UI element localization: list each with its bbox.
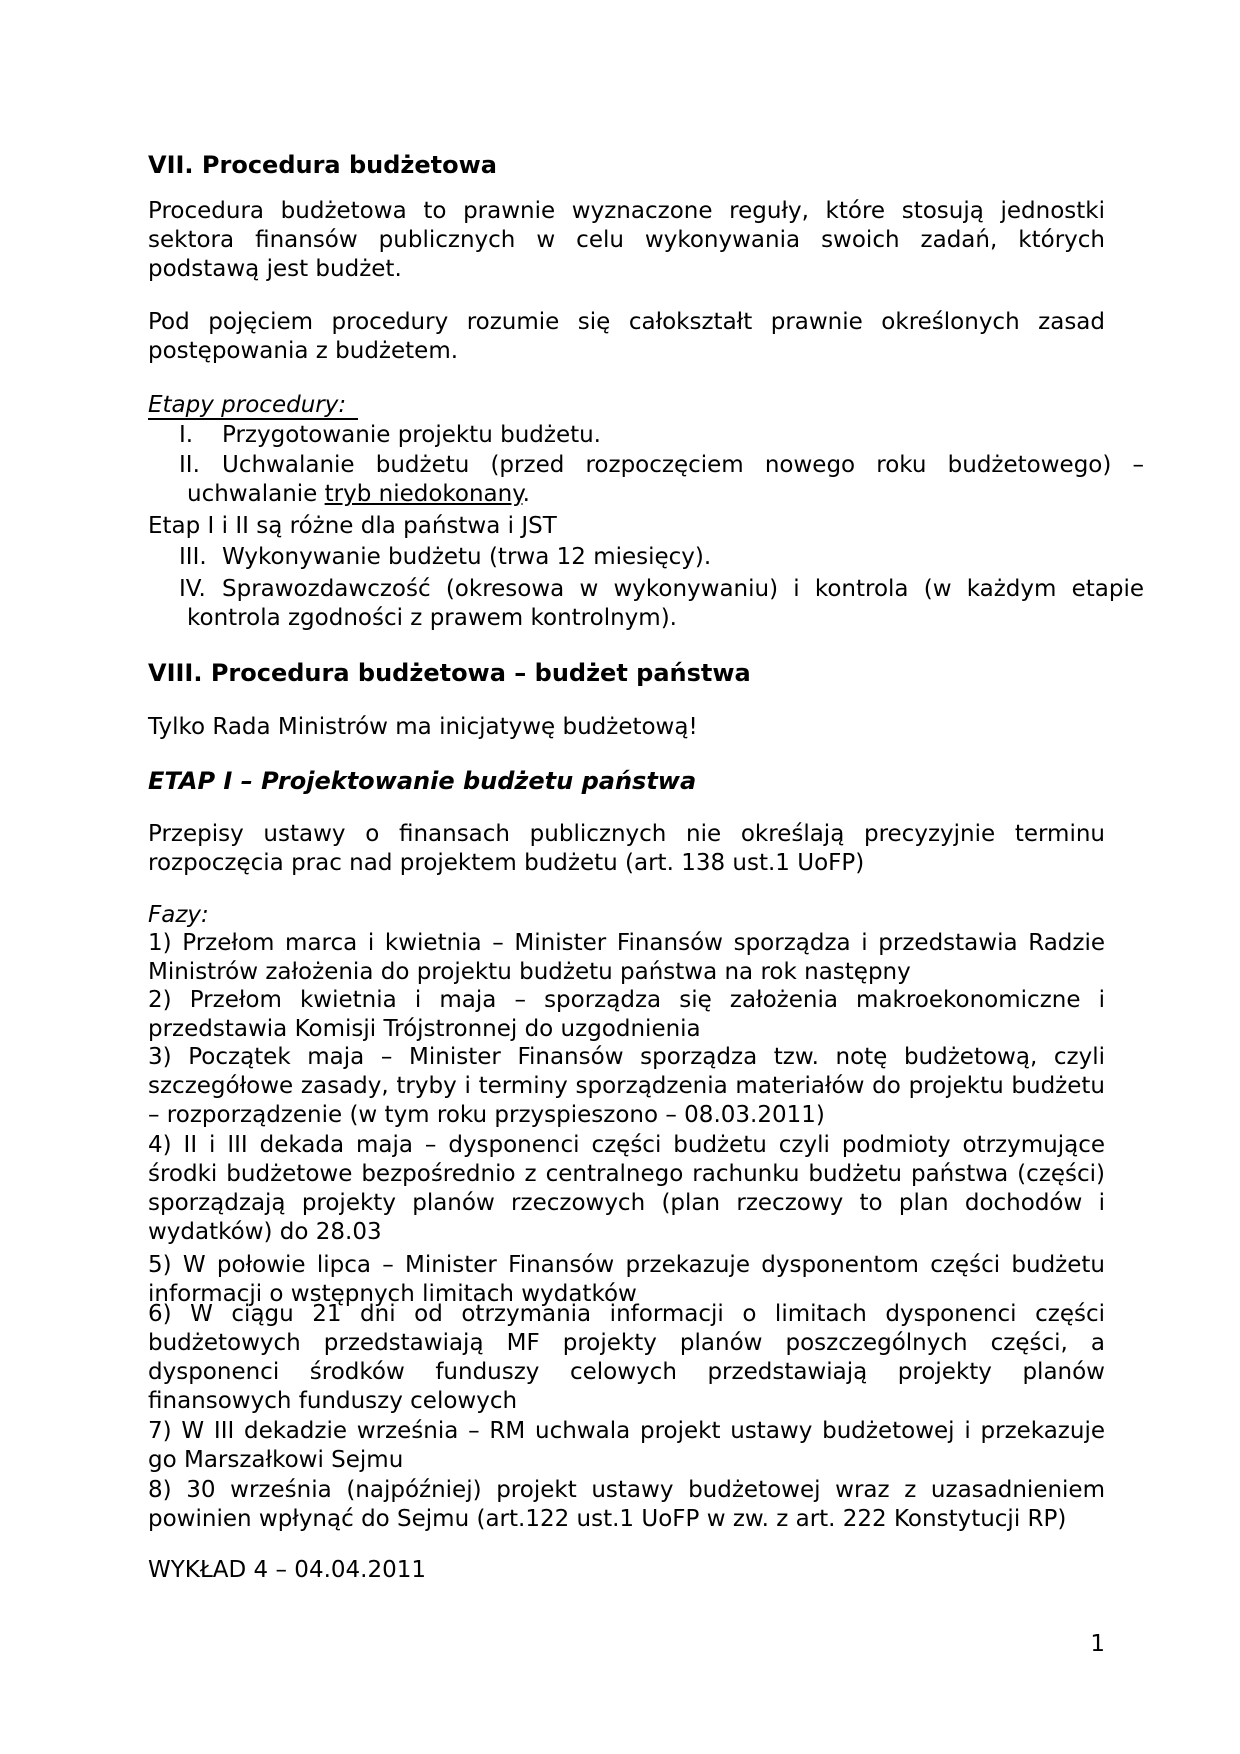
stage-number: IV. — [179, 576, 206, 602]
stage-text: Uchwalanie budżetu (przed rozpoczęciem nowego roku budżetowego) – uchwalanie — [187, 452, 1144, 507]
paragraph-deadline: Przepisy ustawy o finansach publicznych nie określają precyzyjnie terminu rozpoczęcia prac nad projektem budżetu (art. 138 ust.1 UoFP) — [148, 821, 1105, 876]
phase-item-3: 3) Początek maja – Minister Finansów sporządza tzw. notę budżetową, czyli szczegółowe zasady, tryby i terminy sporządzenia materiałów do projektu budżetu – rozporządzenie (w tym roku przyspieszono – 08.03.2011) — [148, 1044, 1105, 1128]
heading-section-7: VII. Procedura budżetowa — [148, 151, 497, 179]
paragraph-procedure-definition: Pod pojęciem procedury rozumie się całokształt prawnie określonych zasad postępowania z budżetem. — [148, 309, 1105, 364]
paragraph-procedure-intro: Procedura budżetowa to prawnie wyznaczone reguły, które stosują jednostki sektora finansów publicznych w celu wykonywania swoich zadań, których podstawą jest budżet. — [148, 198, 1105, 282]
stage-text: Przygotowanie projektu budżetu. — [222, 422, 601, 448]
stage-list-item-2 — [148, 451, 1144, 509]
stage-text-underlined: tryb niedokonany — [324, 481, 523, 507]
heading-etap-1: ETAP I – Projektowanie budżetu państwa — [148, 767, 697, 795]
phase-item-2: 2) Przełom kwietnia i maja – sporządza się założenia makroekonomiczne i przedstawia Komisji Trójstronnej do uzgodnienia — [148, 987, 1105, 1042]
stage-number: III. — [179, 544, 207, 570]
stage-list-item-1 — [148, 421, 1144, 450]
stage-number: I. — [179, 422, 194, 448]
stages-heading — [148, 391, 1105, 420]
stages-heading-label: Etapy procedury: — [148, 392, 358, 420]
stage-list-item-3 — [148, 543, 1144, 572]
phase-item-5: 5) W połowie lipca – Minister Finansów przekazuje dysponentom części budżetu informacji o wstępnych limitach wydatków — [148, 1252, 1105, 1307]
stage-text: Sprawozdawczość (okresowa w wykonywaniu) i kontrola (w każdym etapie kontrola zgodności z prawem kontrolnym). — [187, 576, 1144, 631]
phase-item-8: 8) 30 września (najpóźniej) projekt ustawy budżetowej wraz z uzasadnieniem powinien wpłynąć do Sejmu (art.122 ust.1 UoFP w zw. z art. 222 Konstytucji RP) — [148, 1477, 1105, 1532]
phases-heading: Fazy: — [148, 902, 209, 928]
heading-section-8: VIII. Procedura budżetowa – budżet państwa — [148, 659, 751, 687]
stage-list-item-4 — [148, 575, 1144, 633]
stage-text: . — [522, 481, 530, 507]
stage-text: Wykonywanie budżetu (trwa 12 miesięcy). — [222, 544, 712, 570]
footer-lecture-info: WYKŁAD 4 – 04.04.2011 — [148, 1557, 426, 1583]
phase-item-1: 1) Przełom marca i kwietnia – Minister Finansów sporządza i przedstawia Radzie Ministrów założenia do projektu budżetu państwa na rok następny — [148, 930, 1105, 985]
phase-item-4: 4) II i III dekada maja – dysponenci części budżetu czyli podmioty otrzymujące środki budżetowe bezpośrednio z centralnego rachunku budżetu państwa (części) sporządzają projekty planów rzeczowych (plan rzeczowy to plan dochodów i wydatków) do 28.03 — [148, 1132, 1105, 1245]
phase-item-7: 7) W III dekadzie września – RM uchwala projekt ustawy budżetowej i przekazuje go Marszałkowi Sejmu — [148, 1418, 1105, 1473]
page-number: 1 — [1090, 1631, 1105, 1657]
phase-item-6: 6) W ciągu 21 dni od otrzymania informacji o limitach dysponenci części budżetowych przedstawiają MF projekty planów poszczególnych części, a dysponenci środków funduszy celowych przedstawiają projekty planów finansowych funduszy celowych — [148, 1301, 1105, 1414]
stage-number: II. — [179, 452, 200, 478]
paragraph-initiative: Tylko Rada Ministrów ma inicjatywę budżetową! — [148, 714, 698, 740]
stage-note: Etap I i II są różne dla państwa i JST — [148, 513, 557, 539]
